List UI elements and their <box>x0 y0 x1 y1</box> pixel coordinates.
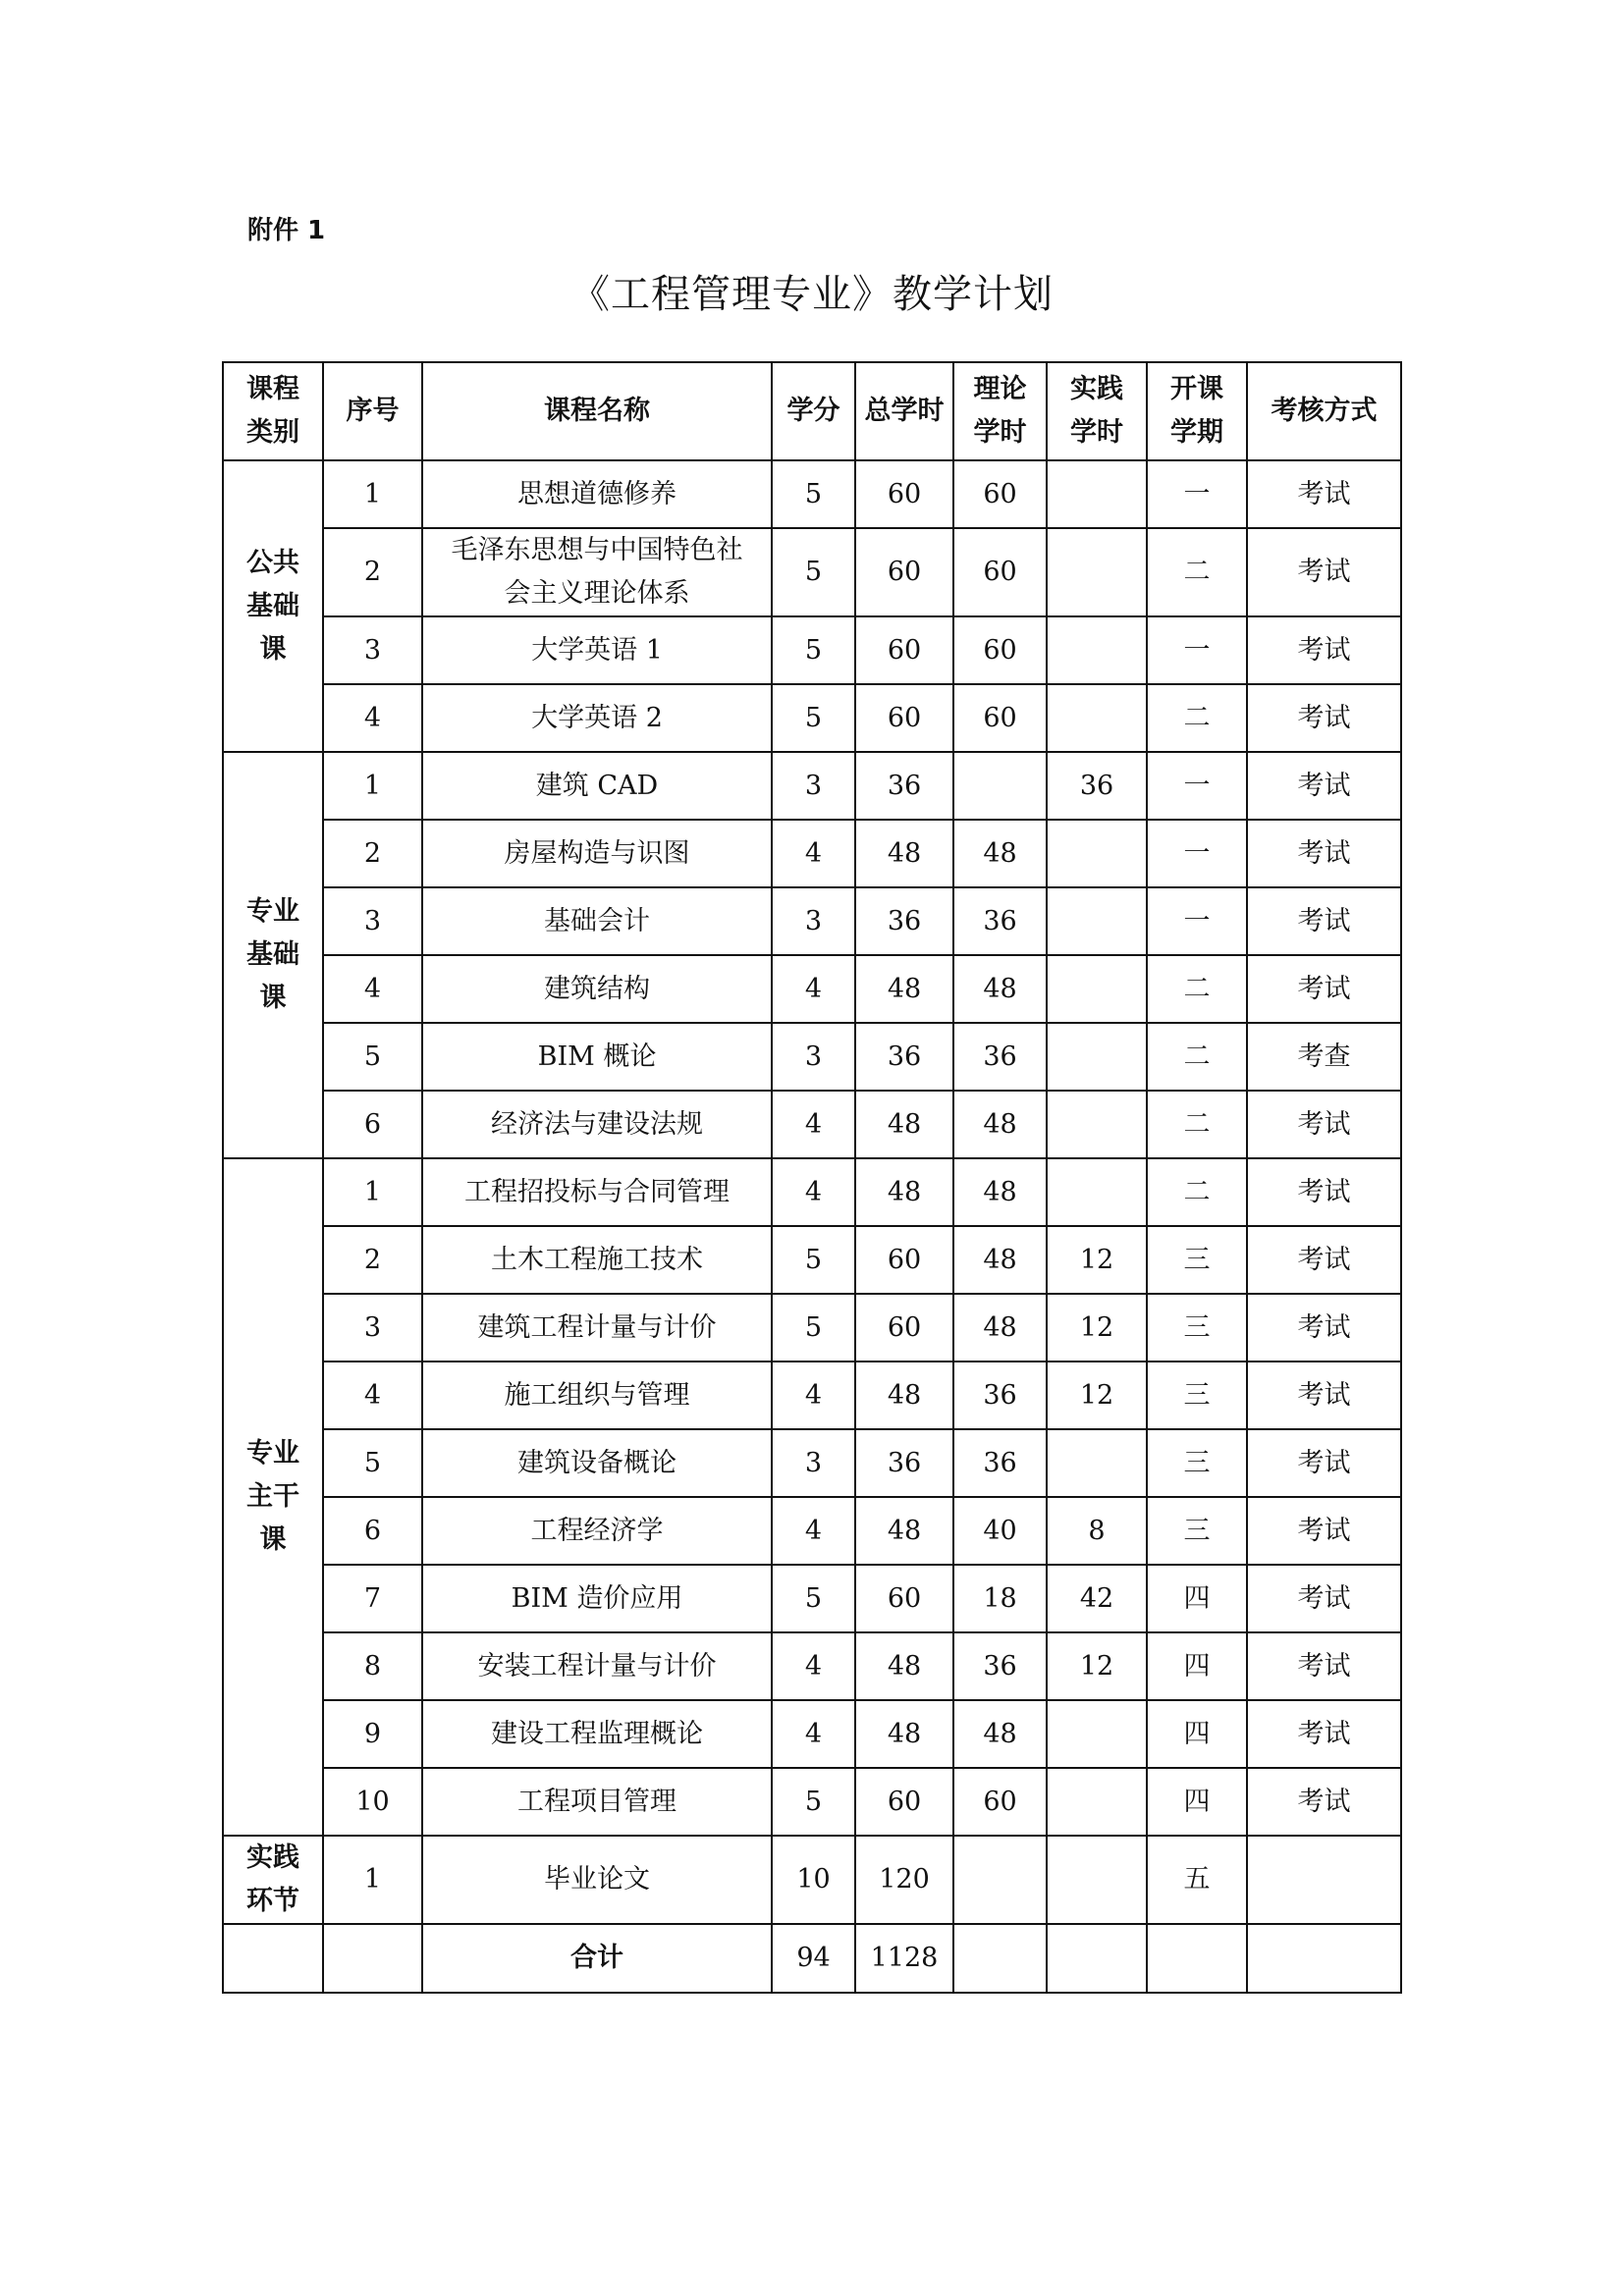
course-theory-hours: 48 <box>953 1091 1047 1158</box>
course-name: 建筑设备概论 <box>422 1429 772 1497</box>
course-category: 公共 基础 课 <box>223 460 323 752</box>
course-seq: 8 <box>323 1632 422 1700</box>
table-row <box>223 1700 1401 1768</box>
course-total-hours: 60 <box>855 528 953 616</box>
course-credit: 5 <box>772 460 855 528</box>
course-seq: 10 <box>323 1768 422 1836</box>
course-theory-hours: 48 <box>953 820 1047 887</box>
table-row <box>223 1226 1401 1294</box>
total-hours: 1128 <box>855 1924 953 1993</box>
table-row <box>223 684 1401 752</box>
course-semester: 一 <box>1147 460 1247 528</box>
course-theory-hours: 48 <box>953 1226 1047 1294</box>
course-name: 建设工程监理概论 <box>422 1700 772 1768</box>
teaching-plan-table <box>222 361 1402 1994</box>
course-semester: 四 <box>1147 1565 1247 1632</box>
course-theory-hours: 36 <box>953 1362 1047 1429</box>
course-practice-hours <box>1047 820 1147 887</box>
course-credit: 5 <box>772 1565 855 1632</box>
course-practice-hours <box>1047 616 1147 684</box>
course-theory-hours: 18 <box>953 1565 1047 1632</box>
table-row <box>223 1429 1401 1497</box>
course-credit: 4 <box>772 1362 855 1429</box>
course-practice-hours <box>1047 1700 1147 1768</box>
course-seq: 4 <box>323 955 422 1023</box>
course-seq: 2 <box>323 820 422 887</box>
course-name: 土木工程施工技术 <box>422 1226 772 1294</box>
course-semester: 四 <box>1147 1632 1247 1700</box>
course-assessment: 考试 <box>1247 1497 1401 1565</box>
course-name: 施工组织与管理 <box>422 1362 772 1429</box>
table-header-row <box>223 362 1401 460</box>
course-credit: 5 <box>772 1768 855 1836</box>
course-practice-hours: 12 <box>1047 1294 1147 1362</box>
course-total-hours: 60 <box>855 616 953 684</box>
course-credit: 3 <box>772 1429 855 1497</box>
course-credit: 10 <box>772 1836 855 1924</box>
course-total-hours: 48 <box>855 955 953 1023</box>
course-name: 大学英语 2 <box>422 684 772 752</box>
course-name: 基础会计 <box>422 887 772 955</box>
course-assessment: 考试 <box>1247 616 1401 684</box>
table-row <box>223 1836 1401 1924</box>
course-practice-hours <box>1047 684 1147 752</box>
course-theory-hours: 48 <box>953 955 1047 1023</box>
course-total-hours: 48 <box>855 1632 953 1700</box>
course-practice-hours <box>1047 1768 1147 1836</box>
course-theory-hours: 60 <box>953 1768 1047 1836</box>
course-credit: 4 <box>772 1158 855 1226</box>
course-assessment: 考试 <box>1247 820 1401 887</box>
course-name: 思想道德修养 <box>422 460 772 528</box>
course-credit: 3 <box>772 1023 855 1091</box>
page-title: 《工程管理专业》教学计划 <box>570 272 1054 317</box>
course-total-hours: 48 <box>855 1362 953 1429</box>
total-category-cell <box>223 1924 323 1993</box>
table-row <box>223 887 1401 955</box>
course-practice-hours <box>1047 460 1147 528</box>
course-seq: 1 <box>323 752 422 820</box>
course-theory-hours: 48 <box>953 1700 1047 1768</box>
course-assessment: 考试 <box>1247 1158 1401 1226</box>
course-name: BIM 概论 <box>422 1023 772 1091</box>
course-credit: 3 <box>772 752 855 820</box>
course-seq: 4 <box>323 684 422 752</box>
course-practice-hours: 12 <box>1047 1362 1147 1429</box>
course-credit: 4 <box>772 1497 855 1565</box>
course-total-hours: 48 <box>855 820 953 887</box>
course-semester: 一 <box>1147 887 1247 955</box>
total-theory-cell <box>953 1924 1047 1993</box>
course-semester: 二 <box>1147 684 1247 752</box>
course-semester: 一 <box>1147 752 1247 820</box>
header-category: 课程 类别 <box>223 362 323 460</box>
course-total-hours: 60 <box>855 1294 953 1362</box>
course-assessment: 考试 <box>1247 1768 1401 1836</box>
course-name: 房屋构造与识图 <box>422 820 772 887</box>
course-assessment <box>1247 1836 1401 1924</box>
table-row <box>223 1565 1401 1632</box>
course-practice-hours <box>1047 1158 1147 1226</box>
course-seq: 3 <box>323 1294 422 1362</box>
course-assessment: 考试 <box>1247 1700 1401 1768</box>
course-practice-hours: 42 <box>1047 1565 1147 1632</box>
table-row <box>223 616 1401 684</box>
total-seq-cell <box>323 1924 422 1993</box>
course-assessment: 考试 <box>1247 1226 1401 1294</box>
course-theory-hours <box>953 1836 1047 1924</box>
course-seq: 2 <box>323 1226 422 1294</box>
table-row <box>223 528 1401 616</box>
course-assessment: 考试 <box>1247 460 1401 528</box>
total-assessment-cell <box>1247 1924 1401 1993</box>
course-total-hours: 48 <box>855 1497 953 1565</box>
course-semester: 二 <box>1147 528 1247 616</box>
course-theory-hours: 48 <box>953 1294 1047 1362</box>
course-theory-hours: 60 <box>953 684 1047 752</box>
course-total-hours: 120 <box>855 1836 953 1924</box>
course-total-hours: 60 <box>855 684 953 752</box>
table-row <box>223 1497 1401 1565</box>
course-practice-hours: 36 <box>1047 752 1147 820</box>
total-label: 合计 <box>422 1924 772 1993</box>
course-name: 工程经济学 <box>422 1497 772 1565</box>
course-name: 毕业论文 <box>422 1836 772 1924</box>
course-seq: 6 <box>323 1091 422 1158</box>
course-credit: 4 <box>772 1091 855 1158</box>
table-row <box>223 1768 1401 1836</box>
course-seq: 3 <box>323 616 422 684</box>
course-theory-hours: 60 <box>953 616 1047 684</box>
table-row <box>223 1091 1401 1158</box>
course-assessment: 考试 <box>1247 1091 1401 1158</box>
course-theory-hours <box>953 752 1047 820</box>
course-theory-hours: 40 <box>953 1497 1047 1565</box>
course-credit: 5 <box>772 684 855 752</box>
course-name: 工程项目管理 <box>422 1768 772 1836</box>
course-credit: 4 <box>772 820 855 887</box>
header-total-hours: 总学时 <box>855 362 953 460</box>
course-seq: 7 <box>323 1565 422 1632</box>
course-name: 建筑结构 <box>422 955 772 1023</box>
table-row <box>223 820 1401 887</box>
table-row <box>223 1294 1401 1362</box>
course-credit: 4 <box>772 1632 855 1700</box>
course-semester: 二 <box>1147 1091 1247 1158</box>
course-practice-hours <box>1047 1091 1147 1158</box>
table-row <box>223 752 1401 820</box>
course-semester: 一 <box>1147 616 1247 684</box>
course-name: 建筑 CAD <box>422 752 772 820</box>
course-assessment: 考试 <box>1247 1429 1401 1497</box>
total-practice-cell <box>1047 1924 1147 1993</box>
course-theory-hours: 60 <box>953 460 1047 528</box>
course-assessment: 考试 <box>1247 955 1401 1023</box>
course-seq: 5 <box>323 1023 422 1091</box>
course-seq: 2 <box>323 528 422 616</box>
course-semester: 二 <box>1147 1158 1247 1226</box>
course-seq: 3 <box>323 887 422 955</box>
course-semester: 四 <box>1147 1768 1247 1836</box>
total-semester-cell <box>1147 1924 1247 1993</box>
course-semester: 三 <box>1147 1497 1247 1565</box>
course-seq: 1 <box>323 1158 422 1226</box>
course-credit: 4 <box>772 955 855 1023</box>
course-name: 大学英语 1 <box>422 616 772 684</box>
course-practice-hours <box>1047 887 1147 955</box>
course-credit: 5 <box>772 1294 855 1362</box>
course-semester: 三 <box>1147 1429 1247 1497</box>
course-category: 实践 环节 <box>223 1836 323 1924</box>
course-name: 建筑工程计量与计价 <box>422 1294 772 1362</box>
course-name: 安装工程计量与计价 <box>422 1632 772 1700</box>
course-semester: 一 <box>1147 820 1247 887</box>
table-row <box>223 1023 1401 1091</box>
table-row <box>223 460 1401 528</box>
course-total-hours: 60 <box>855 1768 953 1836</box>
course-theory-hours: 60 <box>953 528 1047 616</box>
attachment-label: 附件 1 <box>247 216 326 245</box>
course-total-hours: 36 <box>855 1429 953 1497</box>
total-credit: 94 <box>772 1924 855 1993</box>
course-total-hours: 36 <box>855 752 953 820</box>
header-credit: 学分 <box>772 362 855 460</box>
header-assessment: 考核方式 <box>1247 362 1401 460</box>
course-practice-hours <box>1047 1023 1147 1091</box>
course-assessment: 考试 <box>1247 752 1401 820</box>
course-practice-hours <box>1047 955 1147 1023</box>
course-total-hours: 48 <box>855 1700 953 1768</box>
course-assessment: 考试 <box>1247 528 1401 616</box>
course-seq: 1 <box>323 1836 422 1924</box>
course-category: 专业 基础 课 <box>223 752 323 1158</box>
course-seq: 9 <box>323 1700 422 1768</box>
course-total-hours: 60 <box>855 460 953 528</box>
course-assessment: 考试 <box>1247 1362 1401 1429</box>
course-semester: 三 <box>1147 1362 1247 1429</box>
course-credit: 5 <box>772 528 855 616</box>
course-assessment: 考查 <box>1247 1023 1401 1091</box>
table-row <box>223 1158 1401 1226</box>
course-semester: 五 <box>1147 1836 1247 1924</box>
course-assessment: 考试 <box>1247 684 1401 752</box>
course-name: BIM 造价应用 <box>422 1565 772 1632</box>
course-semester: 三 <box>1147 1226 1247 1294</box>
course-credit: 3 <box>772 887 855 955</box>
header-practice-hours: 实践 学时 <box>1047 362 1147 460</box>
course-theory-hours: 48 <box>953 1158 1047 1226</box>
course-theory-hours: 36 <box>953 1632 1047 1700</box>
course-semester: 二 <box>1147 955 1247 1023</box>
course-semester: 四 <box>1147 1700 1247 1768</box>
course-practice-hours: 8 <box>1047 1497 1147 1565</box>
table-row <box>223 1632 1401 1700</box>
course-total-hours: 48 <box>855 1158 953 1226</box>
course-total-hours: 48 <box>855 1091 953 1158</box>
course-name: 毛泽东思想与中国特色社 会主义理论体系 <box>422 528 772 616</box>
course-total-hours: 36 <box>855 1023 953 1091</box>
course-credit: 5 <box>772 1226 855 1294</box>
total-row <box>223 1924 1401 1993</box>
header-semester: 开课 学期 <box>1147 362 1247 460</box>
course-practice-hours: 12 <box>1047 1632 1147 1700</box>
table-row <box>223 1362 1401 1429</box>
header-theory-hours: 理论 学时 <box>953 362 1047 460</box>
course-theory-hours: 36 <box>953 887 1047 955</box>
course-seq: 4 <box>323 1362 422 1429</box>
course-practice-hours <box>1047 1836 1147 1924</box>
course-seq: 5 <box>323 1429 422 1497</box>
header-course: 课程名称 <box>422 362 772 460</box>
table-row <box>223 955 1401 1023</box>
course-practice-hours: 12 <box>1047 1226 1147 1294</box>
course-assessment: 考试 <box>1247 887 1401 955</box>
course-total-hours: 60 <box>855 1226 953 1294</box>
course-seq: 6 <box>323 1497 422 1565</box>
course-credit: 4 <box>772 1700 855 1768</box>
course-assessment: 考试 <box>1247 1294 1401 1362</box>
course-practice-hours <box>1047 1429 1147 1497</box>
course-theory-hours: 36 <box>953 1023 1047 1091</box>
course-semester: 二 <box>1147 1023 1247 1091</box>
course-category: 专业 主干 课 <box>223 1158 323 1836</box>
course-semester: 三 <box>1147 1294 1247 1362</box>
course-seq: 1 <box>323 460 422 528</box>
table-body <box>223 460 1401 1924</box>
course-total-hours: 60 <box>855 1565 953 1632</box>
course-practice-hours <box>1047 528 1147 616</box>
course-theory-hours: 36 <box>953 1429 1047 1497</box>
header-seq: 序号 <box>323 362 422 460</box>
course-assessment: 考试 <box>1247 1565 1401 1632</box>
course-total-hours: 36 <box>855 887 953 955</box>
course-name: 工程招投标与合同管理 <box>422 1158 772 1226</box>
course-assessment: 考试 <box>1247 1632 1401 1700</box>
course-credit: 5 <box>772 616 855 684</box>
course-name: 经济法与建设法规 <box>422 1091 772 1158</box>
